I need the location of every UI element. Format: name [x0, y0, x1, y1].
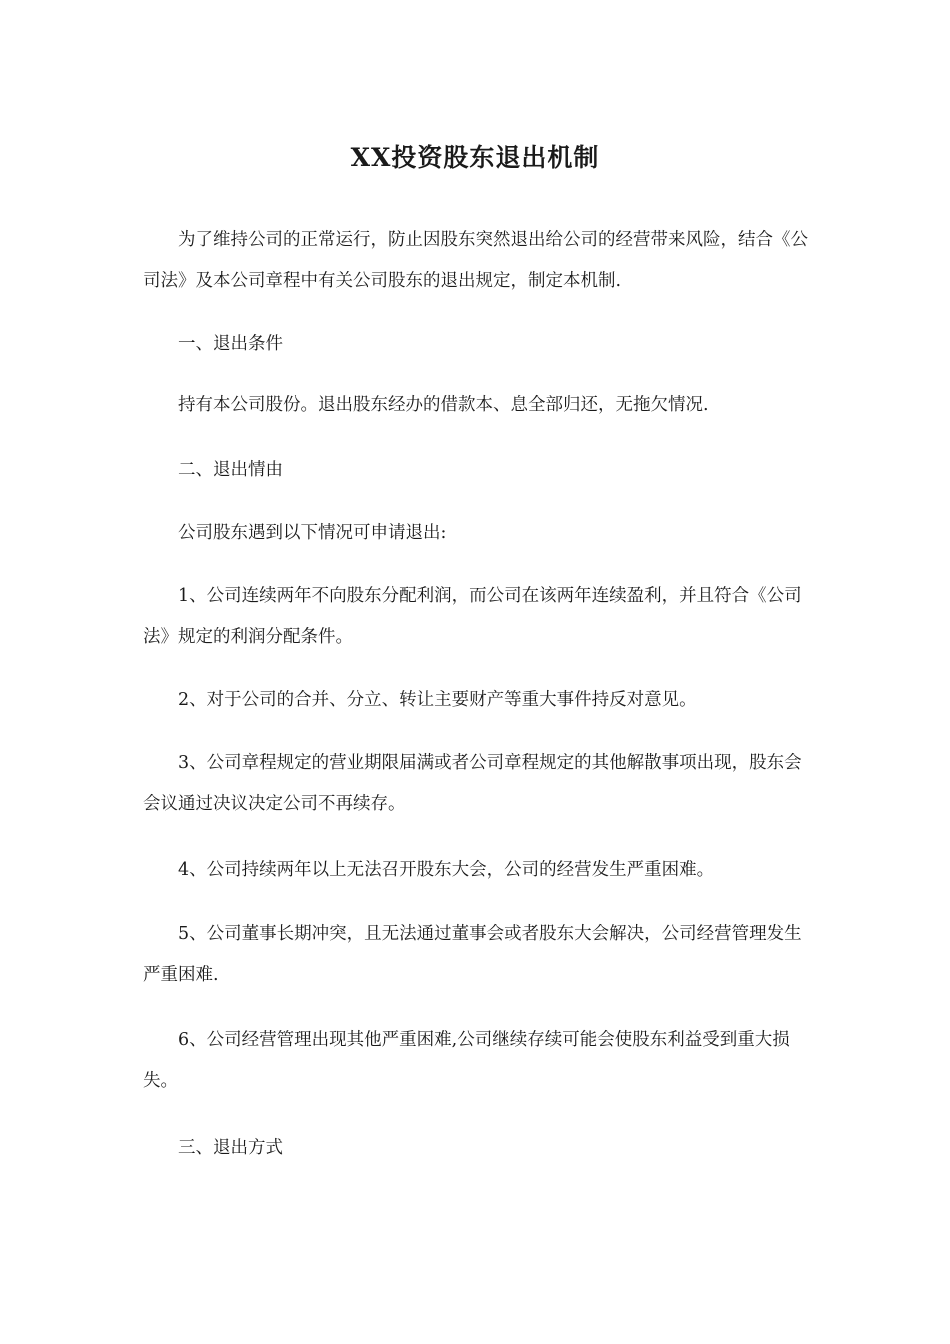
document-title: XX投资股东退出机制: [350, 143, 600, 172]
exit-reason-item: 6、公司经营管理出现其他严重困难,公司继续存续可能会使股东利益受到重大损失。: [143, 1030, 790, 1091]
section-heading-exit-conditions: 一、退出条件: [178, 334, 283, 354]
section-heading-exit-methods: 三、退出方式: [178, 1138, 283, 1158]
intro-paragraph: 为了维持公司的正常运行，防止因股东突然退出给公司的经营带来风险，结合《公司法》及本公司章程中有关公司股东的退出规定，制定本机制.: [143, 230, 808, 291]
exit-reason-item: 5、公司董事长期冲突，且无法通过董事会或者股东大会解决，公司经营管理发生严重困难.: [143, 924, 802, 985]
exit-reason-item: 3、公司章程规定的营业期限届满或者公司章程规定的其他解散事项出现，股东会会议通过决议决定公司不再续存。: [143, 753, 802, 814]
exit-reasons-lead: 公司股东遇到以下情况可申请退出:: [178, 523, 447, 543]
exit-reason-item: 1、公司连续两年不向股东分配利润，而公司在该两年连续盈利，并且符合《公司法》规定的利润分配条件。: [143, 586, 802, 647]
exit-reason-item: 2、对于公司的合并、分立、转让主要财产等重大事件持反对意见。: [178, 690, 697, 710]
exit-reason-item: 4、公司持续两年以上无法召开股东大会，公司的经营发生严重困难。: [178, 860, 715, 880]
exit-conditions-paragraph: 持有本公司股份。退出股东经办的借款本、息全部归还，无拖欠情况.: [178, 395, 709, 415]
section-heading-exit-reasons: 二、退出情由: [178, 460, 283, 480]
